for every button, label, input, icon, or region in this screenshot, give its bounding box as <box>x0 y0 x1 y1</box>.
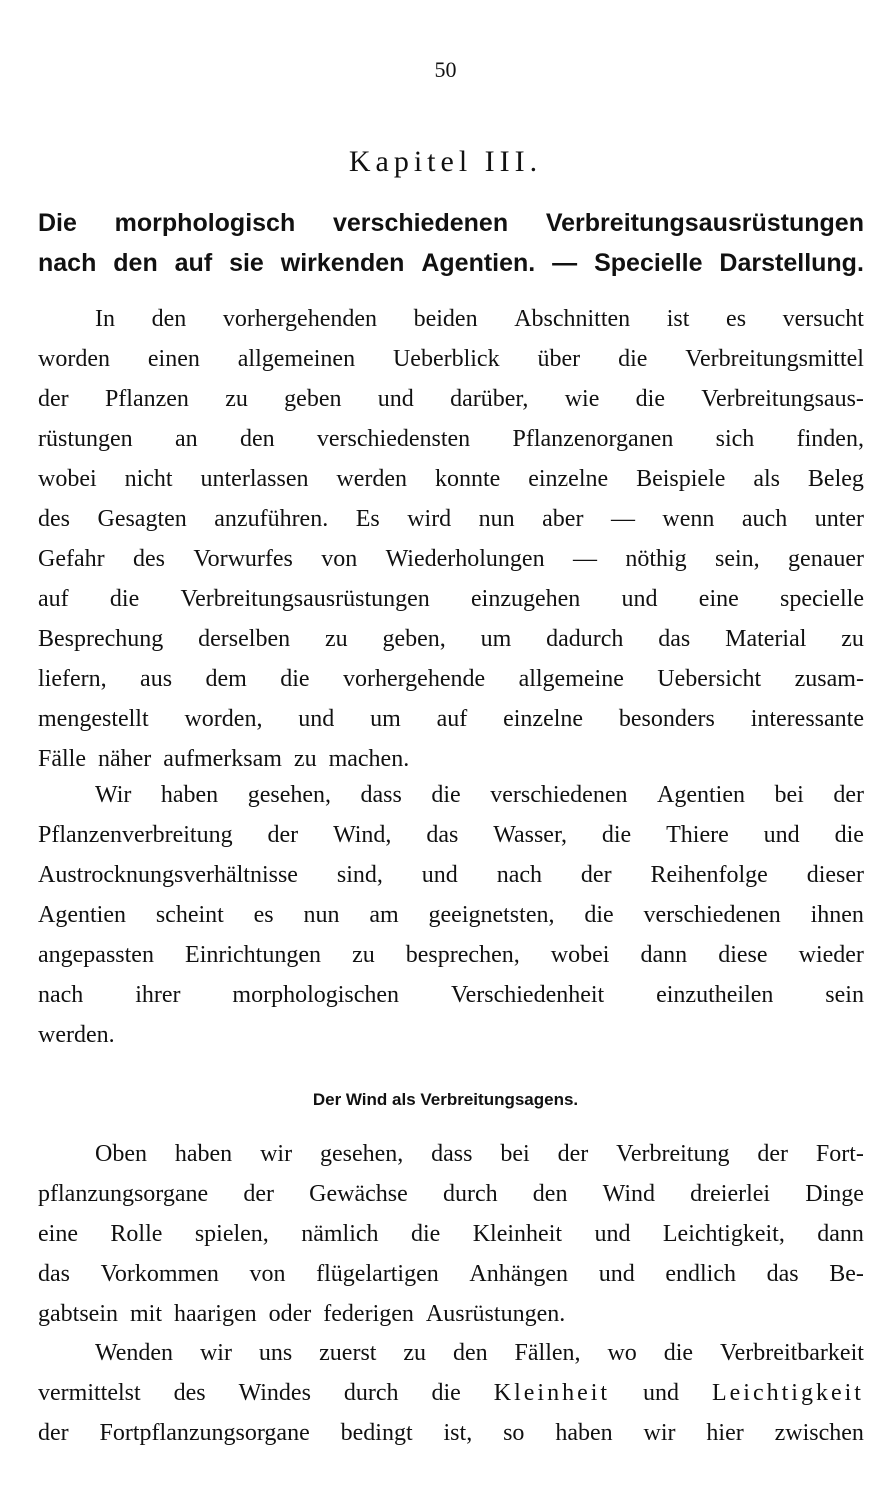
page-number: 50 <box>434 57 457 82</box>
text-line: nach ihrer morphologischen Verschiedenheit einzutheilen sein <box>38 982 864 1008</box>
text-line: der Fortpflanzungsorgane bedingt ist, so haben wir hier zwischen <box>38 1420 864 1446</box>
text-line: Gefahr des Vorwurfes von Wiederholungen — nöthig sein, genauer <box>38 546 864 572</box>
text-line: gabtsein mit haarigen oder federigen Ausrüstungen. <box>38 1301 566 1327</box>
paragraph-agents <box>38 775 864 1055</box>
text-line: In den vorhergehenden beiden Abschnitten ist es versucht <box>95 306 864 332</box>
text-line: Fälle näher aufmerksam zu machen. <box>38 746 410 772</box>
chapter-heading <box>38 203 864 283</box>
text-line: rüstungen an den verschiedensten Pflanzenorganen sich finden, <box>38 426 864 452</box>
text-line: liefern, aus dem die vorhergehende allgemeine Uebersicht zusam- <box>38 666 864 692</box>
text-line: eine Rolle spielen, nämlich die Kleinheit und Leichtigkeit, dann <box>38 1221 864 1247</box>
text-line: Austrocknungsverhältnisse sind, und nach der Reihenfolge dieser <box>38 862 864 888</box>
text-line: des Gesagten anzuführen. Es wird nun aber — wenn auch unter <box>38 506 864 532</box>
chapter-heading-line: Die morphologisch verschiedenen Verbreitungsausrüstungen <box>38 209 864 237</box>
text-line: Oben haben wir gesehen, dass bei der Verbreitung der Fort- <box>95 1141 864 1167</box>
text-line: Pflanzenverbreitung der Wind, das Wasser, die Thiere und die <box>38 822 864 848</box>
paragraph-smallness <box>38 1333 864 1453</box>
text-line: angepassten Einrichtungen zu besprechen, wobei dann diese wieder <box>38 942 864 968</box>
text-line: das Vorkommen von flügelartigen Anhängen und endlich das Be- <box>38 1261 864 1287</box>
text-line: werden. <box>38 1022 115 1048</box>
text-line: auf die Verbreitungsausrüstungen einzugehen und eine specielle <box>38 586 864 612</box>
paragraph-intro <box>38 299 864 779</box>
text-line: vermittelst des Windes durch die Kleinheit und Leichtigkeit <box>38 1380 864 1406</box>
text-line: pflanzungsorgane der Gewächse durch den Wind dreierlei Dinge <box>38 1181 864 1207</box>
paragraph-wind <box>38 1134 864 1334</box>
text-line: Besprechung derselben zu geben, um dadurch das Material zu <box>38 626 864 652</box>
text-line: Wir haben gesehen, dass die verschiedenen Agentien bei der <box>95 782 864 808</box>
text-line: Agentien scheint es nun am geeignetsten, die verschiedenen ihnen <box>38 902 864 928</box>
section-heading: Der Wind als Verbreitungsagens. <box>312 1090 579 1109</box>
text-line: mengestellt worden, und um auf einzelne besonders interessante <box>38 706 864 732</box>
chapter-heading-line: nach den auf sie wirkenden Agentien. — Specielle Darstellung. <box>38 249 864 277</box>
text-line: Wenden wir uns zuerst zu den Fällen, wo die Verbreitbarkeit <box>95 1340 864 1366</box>
text-line: der Pflanzen zu geben und darüber, wie die Verbreitungsaus- <box>38 386 864 412</box>
text-line: worden einen allgemeinen Ueberblick über die Verbreitungsmittel <box>38 346 864 372</box>
chapter-title: Kapitel III. <box>348 145 543 178</box>
text-line: wobei nicht unterlassen werden konnte einzelne Beispiele als Beleg <box>38 466 864 492</box>
